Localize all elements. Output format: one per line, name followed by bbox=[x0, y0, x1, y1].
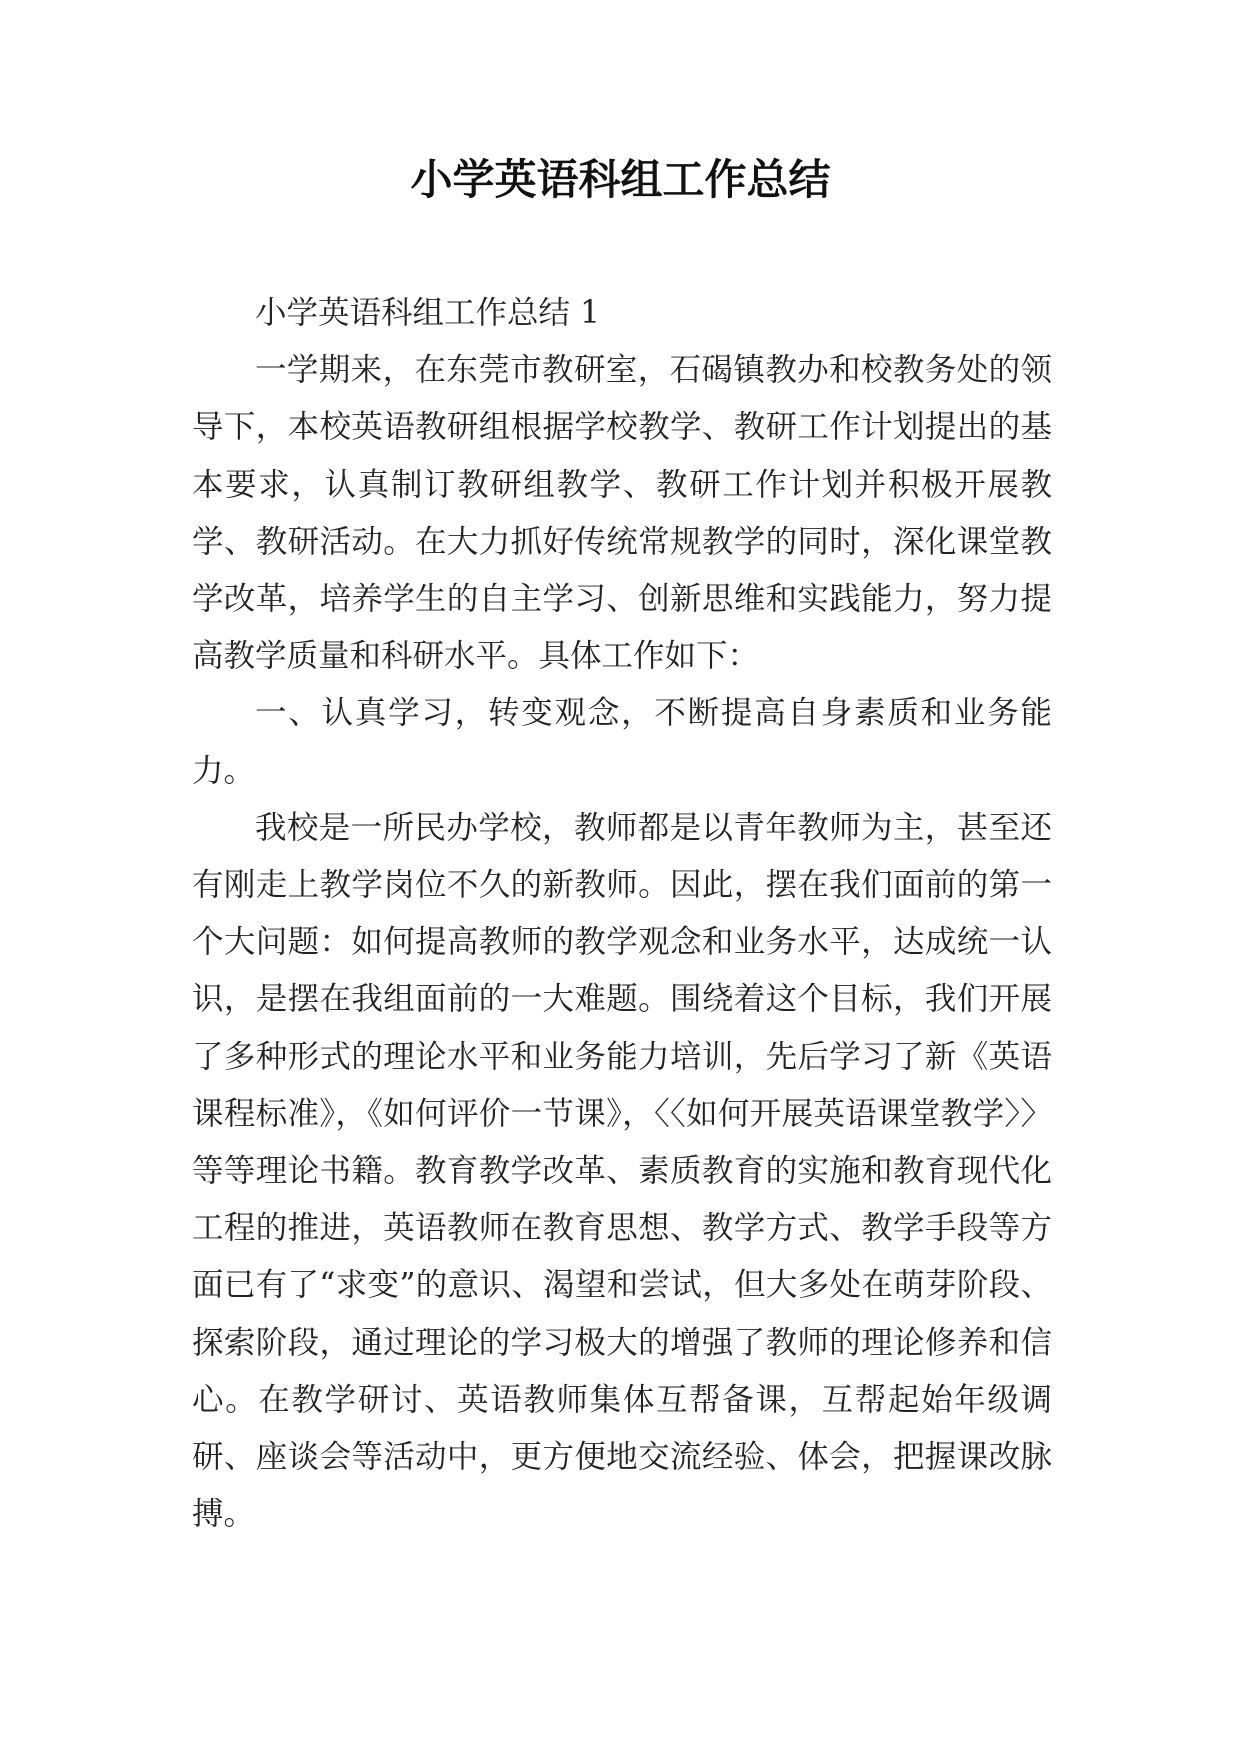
intro-paragraph: 一学期来，在东莞市教研室，石碣镇教办和校教务处的领导下，本校英语教研组根据学校教学、教研工作计划提出的基本要求，认真制订教研组教学、教研工作计划并积极开展教学、教研活动。在大力抓好传统常规教学的同时，深化课堂教学改革，培养学生的自主学习、创新思维和实践能力，努力提高教学质量和科研水平。具体工作如下： bbox=[192, 352, 1052, 675]
point-one-heading: 一、认真学习，转变观念，不断提高自身素质和业务能力。 bbox=[192, 695, 1052, 789]
body-paragraph: 我校是一所民办学校，教师都是以青年教师为主，甚至还有刚走上教学岗位不久的新教师。因此，摆在我们面前的第一个大问题：如何提高教师的教学观念和业务水平，达成统一认识，是摆在我组面前的一大难题。围绕着这个目标，我们开展了多种形式的理论水平和业务能力培训，先后学习了新《英语课程标准》，《如何评价一节课》，〈〈如何开展英语课堂教学〉〉 等等理论书籍。教育教学改革、素质教育的实施和教育现代化工程的推进，英语教师在教育思想、教学方式、教学手段等方面已有了“求变”的意识、渴望和尝试，但大多处在萌芽阶段、探索阶段，通过理论的学习极大的增强了教师的理论修养和信心。在教学研讨、英语教师集体互帮备课，互帮起始年级调研、座谈会等活动中，更方便地交流经验、体会，把握课改脉搏。 bbox=[192, 809, 1052, 1533]
document-title: 小学英语科组工作总结 bbox=[410, 155, 831, 204]
section-heading: 小学英语科组工作总结 1 bbox=[255, 295, 601, 331]
document-body bbox=[192, 285, 1052, 1543]
